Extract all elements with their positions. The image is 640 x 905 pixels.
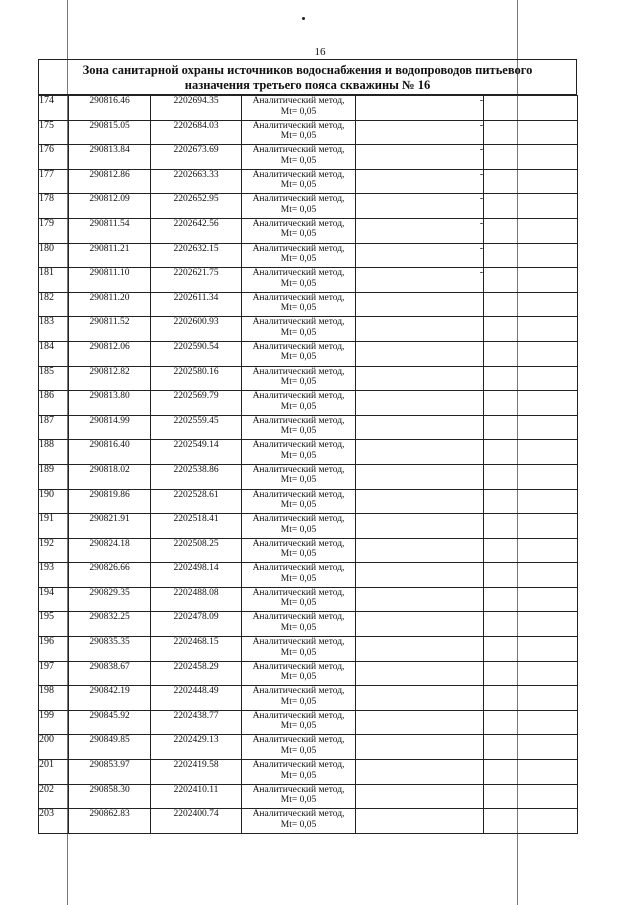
table-row (39, 637, 578, 662)
empty-cell (484, 194, 578, 219)
point-number-cell: 180 (39, 243, 69, 268)
empty-cell (484, 440, 578, 465)
empty-cell (484, 268, 578, 293)
y-coordinate-cell: 2202663.33 (151, 169, 242, 194)
empty-cell (484, 784, 578, 809)
point-number-cell: 192 (39, 538, 69, 563)
table-row (39, 587, 578, 612)
empty-cell (484, 489, 578, 514)
method-label: Аналитический метод, (252, 366, 345, 377)
method-cell (242, 735, 356, 760)
point-number-cell: 198 (39, 686, 69, 711)
precision-label: Mt= 0,05 (280, 303, 317, 314)
method-label: Аналитический метод, (252, 612, 345, 623)
method-cell (242, 169, 356, 194)
precision-label: Mt= 0,05 (280, 647, 317, 658)
x-coordinate-cell: 290835.35 (69, 637, 151, 662)
flag-cell (356, 735, 484, 760)
empty-cell (484, 464, 578, 489)
precision-label: Mt= 0,05 (280, 598, 317, 609)
empty-cell (484, 686, 578, 711)
empty-cell (484, 243, 578, 268)
x-coordinate-cell: 290853.97 (69, 760, 151, 785)
precision-label: Mt= 0,05 (280, 770, 317, 781)
table-row (39, 341, 578, 366)
y-coordinate-cell: 2202458.29 (151, 661, 242, 686)
empty-cell (484, 514, 578, 539)
flag-cell: - (356, 268, 484, 293)
flag-cell (356, 514, 484, 539)
flag-cell (356, 637, 484, 662)
method-cell (242, 366, 356, 391)
y-coordinate-cell: 2202400.74 (151, 809, 242, 834)
precision-label: Mt= 0,05 (280, 450, 317, 461)
coordinates-table (38, 95, 578, 834)
table-heading (38, 59, 577, 95)
empty-cell (484, 391, 578, 416)
method-label: Аналитический метод, (252, 686, 345, 697)
flag-cell: - (356, 243, 484, 268)
table-body (39, 96, 578, 834)
point-number-cell: 190 (39, 489, 69, 514)
y-coordinate-cell: 2202438.77 (151, 710, 242, 735)
precision-label: Mt= 0,05 (280, 573, 317, 584)
x-coordinate-cell: 290819.86 (69, 489, 151, 514)
empty-cell (484, 317, 578, 342)
empty-cell (484, 218, 578, 243)
method-cell (242, 194, 356, 219)
x-coordinate-cell: 290812.82 (69, 366, 151, 391)
method-cell (242, 145, 356, 170)
point-number-cell: 185 (39, 366, 69, 391)
x-coordinate-cell: 290821.91 (69, 514, 151, 539)
method-cell (242, 514, 356, 539)
y-coordinate-cell: 2202569.79 (151, 391, 242, 416)
y-coordinate-cell: 2202642.56 (151, 218, 242, 243)
method-cell (242, 96, 356, 121)
table-row (39, 784, 578, 809)
precision-label: Mt= 0,05 (280, 106, 317, 117)
point-number-cell: 191 (39, 514, 69, 539)
x-coordinate-cell: 290824.18 (69, 538, 151, 563)
table-row (39, 612, 578, 637)
y-coordinate-cell: 2202448.49 (151, 686, 242, 711)
empty-cell (484, 538, 578, 563)
method-label: Аналитический метод, (252, 710, 345, 721)
method-label: Аналитический метод, (252, 637, 345, 648)
flag-cell (356, 563, 484, 588)
empty-cell (484, 169, 578, 194)
x-coordinate-cell: 290812.86 (69, 169, 151, 194)
point-number-cell: 188 (39, 440, 69, 465)
precision-label: Mt= 0,05 (280, 278, 317, 289)
table-row (39, 489, 578, 514)
table-row (39, 735, 578, 760)
flag-cell: - (356, 120, 484, 145)
method-label: Аналитический метод, (252, 341, 345, 352)
x-coordinate-cell: 290842.19 (69, 686, 151, 711)
table-row (39, 440, 578, 465)
y-coordinate-cell: 2202419.58 (151, 760, 242, 785)
point-number-cell: 193 (39, 563, 69, 588)
heading-line-1: Зона санитарной охраны источников водоснабжения и водопроводов питьевого (82, 63, 533, 77)
point-number-cell: 202 (39, 784, 69, 809)
table-row (39, 268, 578, 293)
point-number-cell: 186 (39, 391, 69, 416)
precision-label: Mt= 0,05 (280, 229, 317, 240)
method-cell (242, 563, 356, 588)
y-coordinate-cell: 2202549.14 (151, 440, 242, 465)
method-cell (242, 218, 356, 243)
precision-label: Mt= 0,05 (280, 401, 317, 412)
point-number-cell: 196 (39, 637, 69, 662)
flag-cell (356, 391, 484, 416)
x-coordinate-cell: 290858.30 (69, 784, 151, 809)
precision-label: Mt= 0,05 (280, 204, 317, 215)
table-row (39, 464, 578, 489)
x-coordinate-cell: 290816.40 (69, 440, 151, 465)
point-number-cell: 179 (39, 218, 69, 243)
empty-cell (484, 637, 578, 662)
precision-label: Mt= 0,05 (280, 500, 317, 510)
table-row (39, 514, 578, 539)
empty-cell (484, 366, 578, 391)
method-cell (242, 415, 356, 440)
precision-label: Mt= 0,05 (280, 524, 317, 535)
precision-label: Mt= 0,05 (280, 254, 317, 265)
x-coordinate-cell: 290815.05 (69, 120, 151, 145)
table-row (39, 194, 578, 219)
method-label: Аналитический метод, (252, 96, 345, 106)
flag-cell (356, 317, 484, 342)
method-cell (242, 292, 356, 317)
flag-cell (356, 366, 484, 391)
empty-cell (484, 292, 578, 317)
x-coordinate-cell: 290811.52 (69, 317, 151, 342)
method-label: Аналитический метод, (252, 661, 345, 672)
precision-label: Mt= 0,05 (280, 745, 317, 756)
y-coordinate-cell: 2202478.09 (151, 612, 242, 637)
method-label: Аналитический метод, (252, 514, 345, 525)
point-number-cell: 200 (39, 735, 69, 760)
table-row (39, 96, 578, 121)
flag-cell: - (356, 194, 484, 219)
table-row (39, 292, 578, 317)
precision-label: Mt= 0,05 (280, 696, 317, 707)
precision-label: Mt= 0,05 (280, 426, 317, 437)
flag-cell: - (356, 145, 484, 170)
x-coordinate-cell: 290845.92 (69, 710, 151, 735)
method-label: Аналитический метод, (252, 194, 345, 205)
flag-cell (356, 489, 484, 514)
y-coordinate-cell: 2202410.11 (151, 784, 242, 809)
method-cell (242, 391, 356, 416)
flag-cell (356, 809, 484, 834)
point-number-cell: 199 (39, 710, 69, 735)
precision-label: Mt= 0,05 (280, 795, 317, 806)
precision-label: Mt= 0,05 (280, 327, 317, 338)
method-label: Аналитический метод, (252, 292, 345, 303)
flag-cell: - (356, 218, 484, 243)
point-number-cell: 187 (39, 415, 69, 440)
flag-cell: - (356, 96, 484, 121)
x-coordinate-cell: 290814.99 (69, 415, 151, 440)
method-cell (242, 784, 356, 809)
y-coordinate-cell: 2202632.15 (151, 243, 242, 268)
point-number-cell: 175 (39, 120, 69, 145)
y-coordinate-cell: 2202508.25 (151, 538, 242, 563)
method-cell (242, 440, 356, 465)
table-row (39, 145, 578, 170)
precision-label: Mt= 0,05 (280, 819, 317, 830)
x-coordinate-cell: 290811.54 (69, 218, 151, 243)
method-cell (242, 587, 356, 612)
empty-cell (484, 563, 578, 588)
flag-cell (356, 612, 484, 637)
x-coordinate-cell: 290811.10 (69, 268, 151, 293)
method-label: Аналитический метод, (252, 391, 345, 402)
precision-label: Mt= 0,05 (280, 131, 317, 142)
table-row (39, 538, 578, 563)
x-coordinate-cell: 290812.06 (69, 341, 151, 366)
precision-label: Mt= 0,05 (280, 672, 317, 683)
method-cell (242, 710, 356, 735)
x-coordinate-cell: 290812.09 (69, 194, 151, 219)
heading-line-2: назначения третьего пояса скважины № 16 (184, 78, 431, 92)
precision-label: Mt= 0,05 (280, 352, 317, 363)
precision-label: Mt= 0,05 (280, 475, 317, 486)
method-cell (242, 489, 356, 514)
method-label: Аналитический метод, (252, 735, 345, 746)
flag-cell (356, 415, 484, 440)
precision-label: Mt= 0,05 (280, 622, 317, 633)
y-coordinate-cell: 2202652.95 (151, 194, 242, 219)
flag-cell (356, 760, 484, 785)
x-coordinate-cell: 290811.20 (69, 292, 151, 317)
method-cell (242, 809, 356, 834)
x-coordinate-cell: 290811.21 (69, 243, 151, 268)
y-coordinate-cell: 2202621.75 (151, 268, 242, 293)
precision-label: Mt= 0,05 (280, 721, 317, 732)
y-coordinate-cell: 2202580.16 (151, 366, 242, 391)
table-row (39, 391, 578, 416)
y-coordinate-cell: 2202559.45 (151, 415, 242, 440)
point-number-cell: 197 (39, 661, 69, 686)
table-row (39, 809, 578, 834)
y-coordinate-cell: 2202528.61 (151, 489, 242, 514)
flag-cell (356, 710, 484, 735)
x-coordinate-cell: 290818.02 (69, 464, 151, 489)
table-row (39, 686, 578, 711)
method-label: Аналитический метод, (252, 120, 345, 131)
table-row (39, 760, 578, 785)
method-cell (242, 120, 356, 145)
x-coordinate-cell: 290849.85 (69, 735, 151, 760)
precision-label: Mt= 0,05 (280, 155, 317, 166)
x-coordinate-cell: 290813.84 (69, 145, 151, 170)
flag-cell (356, 341, 484, 366)
method-cell (242, 317, 356, 342)
method-cell (242, 686, 356, 711)
table-row (39, 169, 578, 194)
empty-cell (484, 661, 578, 686)
empty-cell (484, 120, 578, 145)
y-coordinate-cell: 2202590.54 (151, 341, 242, 366)
method-label: Аналитический метод, (252, 809, 345, 820)
empty-cell (484, 587, 578, 612)
point-number-cell: 176 (39, 145, 69, 170)
empty-cell (484, 341, 578, 366)
precision-label: Mt= 0,05 (280, 180, 317, 191)
method-label: Аналитический метод, (252, 415, 345, 426)
flag-cell (356, 661, 484, 686)
x-coordinate-cell: 290816.46 (69, 96, 151, 121)
empty-cell (484, 96, 578, 121)
method-cell (242, 243, 356, 268)
point-number-cell: 195 (39, 612, 69, 637)
method-label: Аналитический метод, (252, 464, 345, 475)
x-coordinate-cell: 290826.66 (69, 563, 151, 588)
x-coordinate-cell: 290862.83 (69, 809, 151, 834)
method-label: Аналитический метод, (252, 760, 345, 771)
table-row (39, 415, 578, 440)
flag-cell (356, 464, 484, 489)
flag-cell (356, 587, 484, 612)
method-label: Аналитический метод, (252, 784, 345, 795)
y-coordinate-cell: 2202684.03 (151, 120, 242, 145)
point-number-cell: 194 (39, 587, 69, 612)
empty-cell (484, 710, 578, 735)
precision-label: Mt= 0,05 (280, 549, 317, 560)
empty-cell (484, 735, 578, 760)
y-coordinate-cell: 2202498.14 (151, 563, 242, 588)
point-number-cell: 181 (39, 268, 69, 293)
method-label: Аналитический метод, (252, 440, 345, 451)
empty-cell (484, 809, 578, 834)
empty-cell (484, 760, 578, 785)
x-coordinate-cell: 290838.67 (69, 661, 151, 686)
point-number-cell: 183 (39, 317, 69, 342)
point-number-cell: 177 (39, 169, 69, 194)
point-number-cell: 189 (39, 464, 69, 489)
point-number-cell: 184 (39, 341, 69, 366)
method-cell (242, 637, 356, 662)
y-coordinate-cell: 2202538.86 (151, 464, 242, 489)
point-number-cell: 201 (39, 760, 69, 785)
page-number: 16 (314, 46, 326, 58)
point-number-cell: 178 (39, 194, 69, 219)
y-coordinate-cell: 2202694.35 (151, 96, 242, 121)
flag-cell (356, 784, 484, 809)
method-label: Аналитический метод, (252, 145, 345, 156)
empty-cell (484, 612, 578, 637)
y-coordinate-cell: 2202611.34 (151, 292, 242, 317)
method-cell (242, 661, 356, 686)
flag-cell (356, 292, 484, 317)
table-row (39, 563, 578, 588)
method-label: Аналитический метод, (252, 169, 345, 180)
x-coordinate-cell: 290813.80 (69, 391, 151, 416)
table-row (39, 366, 578, 391)
x-coordinate-cell: 290829.35 (69, 587, 151, 612)
y-coordinate-cell: 2202600.93 (151, 317, 242, 342)
y-coordinate-cell: 2202518.41 (151, 514, 242, 539)
method-cell (242, 341, 356, 366)
flag-cell: - (356, 169, 484, 194)
table-row (39, 120, 578, 145)
method-label: Аналитический метод, (252, 268, 345, 279)
y-coordinate-cell: 2202488.08 (151, 587, 242, 612)
method-label: Аналитический метод, (252, 563, 345, 574)
empty-cell (484, 145, 578, 170)
method-label: Аналитический метод, (252, 317, 345, 328)
method-label: Аналитический метод, (252, 489, 345, 500)
flag-cell (356, 440, 484, 465)
y-coordinate-cell: 2202429.13 (151, 735, 242, 760)
table-row (39, 317, 578, 342)
empty-cell (484, 415, 578, 440)
point-number-cell: 182 (39, 292, 69, 317)
y-coordinate-cell: 2202673.69 (151, 145, 242, 170)
precision-label: Mt= 0,05 (280, 377, 317, 388)
y-coordinate-cell: 2202468.15 (151, 637, 242, 662)
table-row (39, 218, 578, 243)
method-cell (242, 760, 356, 785)
method-cell (242, 268, 356, 293)
method-label: Аналитический метод, (252, 587, 345, 598)
method-label: Аналитический метод, (252, 218, 345, 229)
speck-mark (302, 17, 305, 20)
flag-cell (356, 538, 484, 563)
x-coordinate-cell: 290832.25 (69, 612, 151, 637)
method-label: Аналитический метод, (252, 243, 345, 254)
method-cell (242, 612, 356, 637)
method-cell (242, 464, 356, 489)
point-number-cell: 174 (39, 96, 69, 121)
table-row (39, 243, 578, 268)
table-row (39, 661, 578, 686)
method-label: Аналитический метод, (252, 538, 345, 549)
point-number-cell: 203 (39, 809, 69, 834)
flag-cell (356, 686, 484, 711)
table-row (39, 710, 578, 735)
method-cell (242, 538, 356, 563)
